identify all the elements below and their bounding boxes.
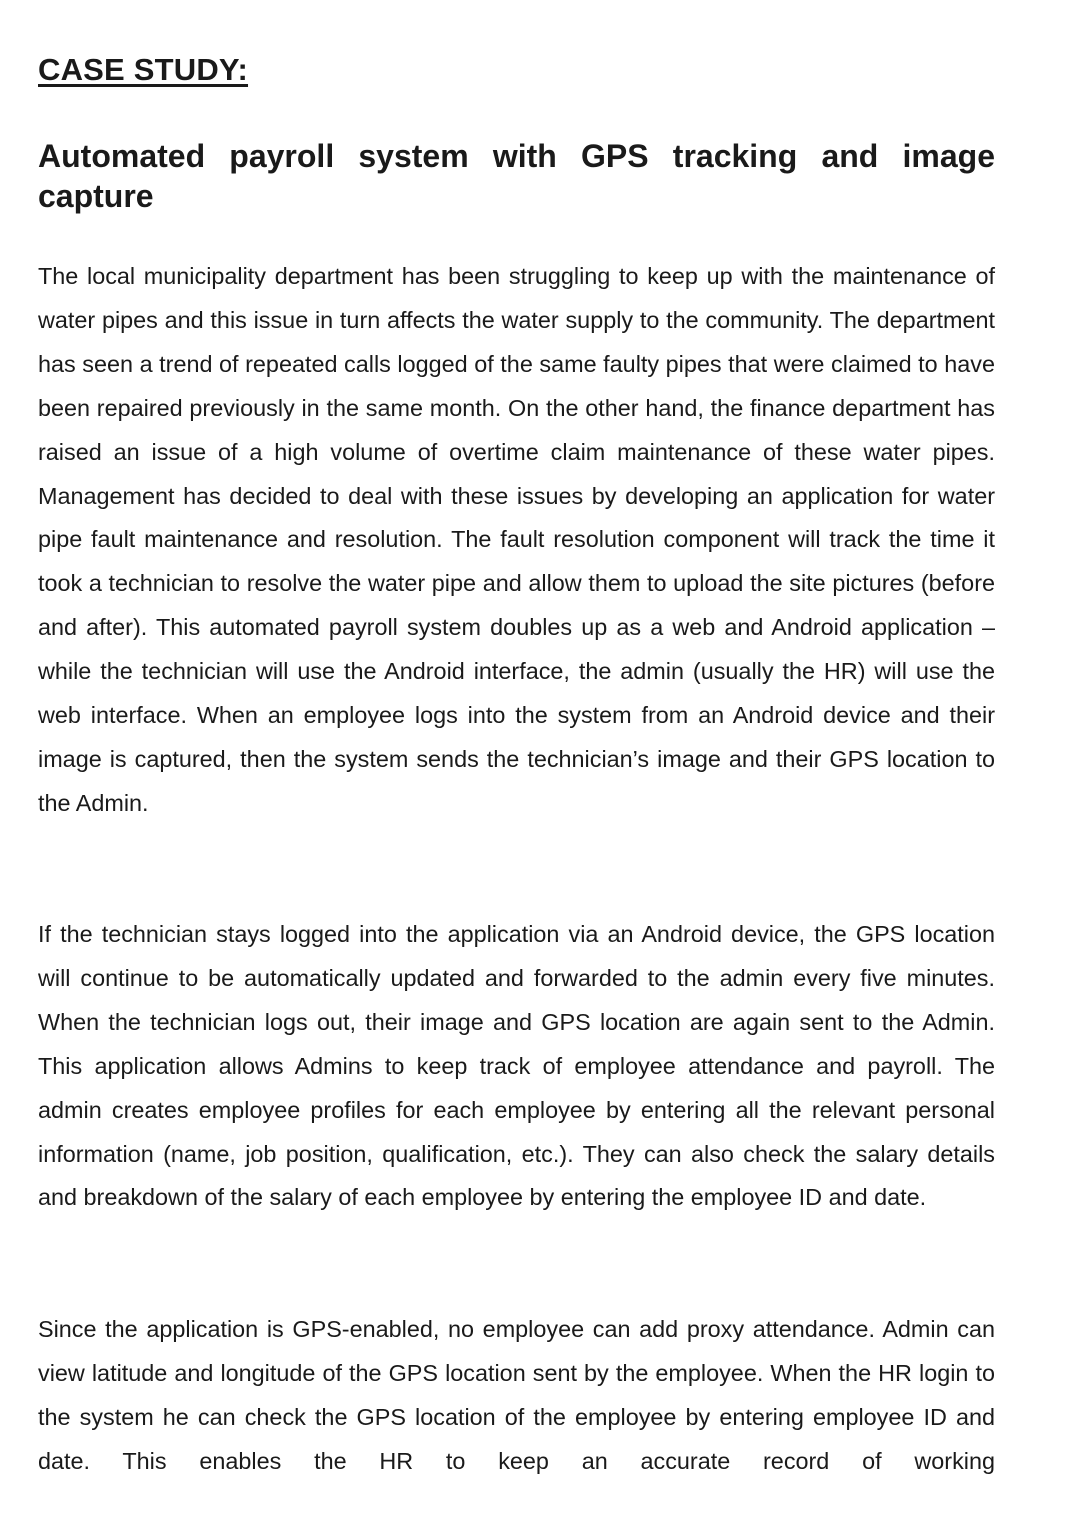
document-title: Automated payroll system with GPS tracking and image capture — [38, 138, 995, 214]
case-study-heading: CASE STUDY: — [38, 52, 249, 87]
paragraph-2: If the technician stays logged into the application via an Android device, the GPS location will continue to be automatically updated and forwarded to the admin every five minutes. When the technician logs out, their image and GPS location are again sent to the Admin. This application allows Admins to keep track of employee attendance and payroll. The admin creates employee profiles for each employee by entering all the relevant personal information (name, job position, qualification, etc.). They can also check the salary details and breakdown of the salary of each employee by entering the employee ID and date. — [38, 921, 995, 1211]
paragraph-3: Since the application is GPS-enabled, no employee can add proxy attendance. Admin can view latitude and longitude of the GPS location sent by the employee. When the HR login to the system he can check the GPS location of the employee by entering employee ID and date. This enables the HR to keep an accurate record of working — [38, 1316, 995, 1474]
paragraph-1: The local municipality department has been struggling to keep up with the maintenance of water pipes and this issue in turn affects the water supply to the community. The department has seen a trend of repeated calls logged of the same faulty pipes that were claimed to have been repaired previously in the same month. On the other hand, the finance department has raised an issue of a high volume of overtime claim maintenance of these water pipes. Management has decided to deal with these issues by developing an application for water pipe fault maintenance and resolution. The fault resolution component will track the time it took a technician to resolve the water pipe and allow them to upload the site pictures (before and after). This automated payroll system doubles up as a web and Android application – while the technician will use the Android interface, the admin (usually the HR) will use the web interface. When an employee logs into the system from an Android device and their image is captured, then the system sends the technician’s image and their GPS location to the Admin. — [38, 263, 995, 816]
